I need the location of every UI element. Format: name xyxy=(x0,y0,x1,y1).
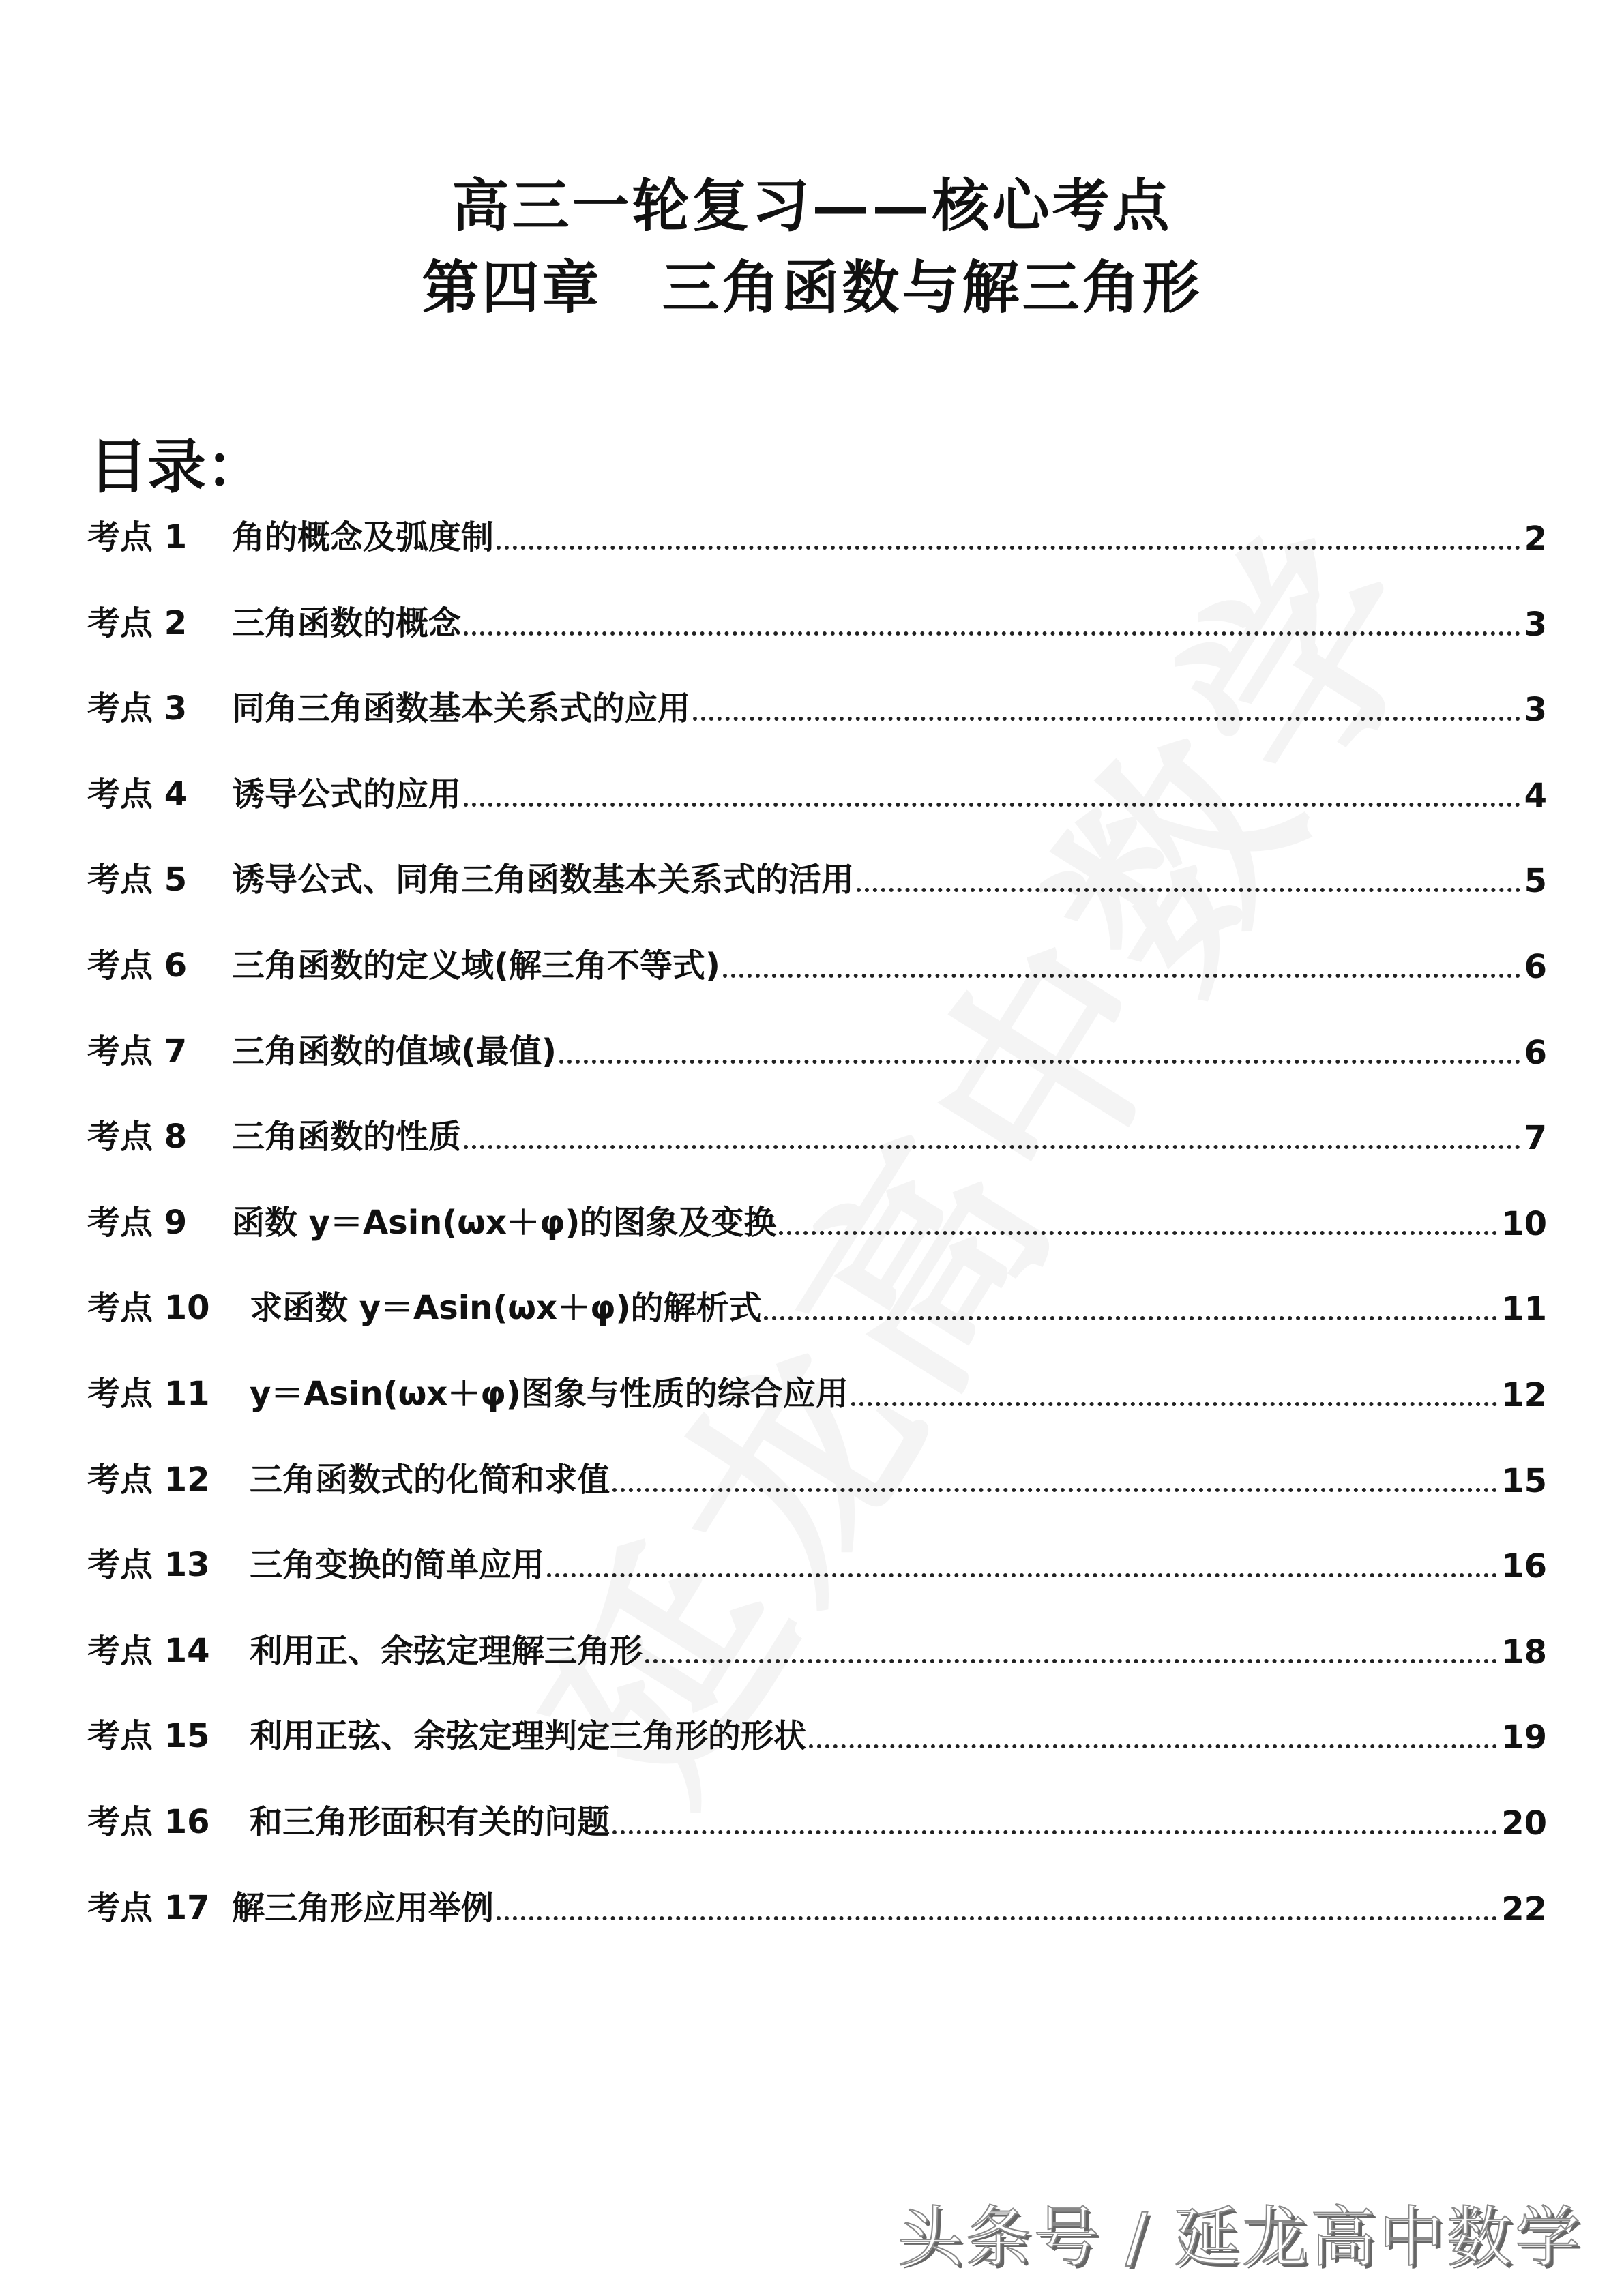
toc-entry-page: 4 xyxy=(1524,776,1547,815)
toc-entry-label: 考点 1 xyxy=(87,518,188,556)
toc-entry[interactable] xyxy=(87,767,1547,815)
toc-entry-label: 考点 11 xyxy=(87,1375,210,1413)
dot-leader xyxy=(779,1231,1497,1235)
toc-entry[interactable] xyxy=(87,1024,1547,1072)
toc-entry-label: 考点 3 xyxy=(87,689,188,728)
toc-entry-label: 考点 7 xyxy=(87,1032,188,1071)
toc-entry-title: 利用正弦、余弦定理判定三角形的形状 xyxy=(250,1717,807,1756)
footer-watermark: 头条号 / 延龙高中数学 xyxy=(897,2199,1583,2276)
toc-entry[interactable] xyxy=(87,1195,1547,1243)
toc-entry-page: 10 xyxy=(1501,1204,1547,1243)
toc-entry[interactable] xyxy=(87,681,1547,729)
toc-entry[interactable] xyxy=(87,1281,1547,1328)
toc-entry[interactable] xyxy=(87,510,1547,558)
toc-entry[interactable] xyxy=(87,596,1547,644)
toc-entry-page: 20 xyxy=(1501,1804,1547,1843)
toc-entry-title: 三角函数的定义域(解三角不等式) xyxy=(232,946,720,985)
toc-entry-title: 函数 y＝Asin(ωx＋φ)的图象及变换 xyxy=(232,1203,777,1242)
toc-entry-page: 11 xyxy=(1501,1290,1547,1329)
dot-leader xyxy=(497,546,1520,550)
dot-leader xyxy=(851,1402,1497,1406)
toc-entry-label: 考点 17 xyxy=(87,1888,210,1927)
toc-entry-title: 三角函数的值域(最值) xyxy=(232,1032,557,1071)
toc-entry-title: 解三角形应用举例 xyxy=(232,1888,494,1927)
toc-entry-title: 诱导公式、同角三角函数基本关系式的活用 xyxy=(232,861,855,899)
toc-entry-label: 考点 9 xyxy=(87,1203,188,1242)
toc-entry-page: 7 xyxy=(1524,1119,1547,1158)
toc-entry-label: 考点 12 xyxy=(87,1460,210,1499)
toc-entry-page: 12 xyxy=(1501,1376,1547,1414)
toc-entry-title: 角的概念及弧度制 xyxy=(232,518,494,556)
toc-entry-page: 6 xyxy=(1524,1033,1547,1072)
toc-entry[interactable] xyxy=(87,1109,1547,1157)
toc-entry[interactable] xyxy=(87,1452,1547,1500)
toc-entry[interactable] xyxy=(87,1538,1547,1585)
toc-entry[interactable] xyxy=(87,1709,1547,1757)
toc-entry-title: 利用正、余弦定理解三角形 xyxy=(250,1631,643,1670)
toc-entry-title: 三角函数的概念 xyxy=(232,603,462,642)
toc-entry-page: 2 xyxy=(1524,520,1547,558)
dot-leader xyxy=(809,1744,1497,1748)
toc-entry-page: 3 xyxy=(1524,605,1547,644)
toc-entry-label: 考点 13 xyxy=(87,1546,210,1585)
toc-entry-title: 同角三角函数基本关系式的应用 xyxy=(232,689,691,728)
dot-leader xyxy=(693,717,1520,721)
toc-entry-page: 19 xyxy=(1501,1718,1547,1757)
toc-entry-title: 三角函数式的化简和求值 xyxy=(250,1460,610,1499)
toc-entry[interactable] xyxy=(87,1367,1547,1414)
toc-entry-page: 18 xyxy=(1501,1632,1547,1671)
toc-entry-label: 考点 15 xyxy=(87,1717,210,1756)
toc-entry[interactable] xyxy=(87,938,1547,986)
toc-entry-label: 考点 4 xyxy=(87,775,188,814)
toc-entry-label: 考点 5 xyxy=(87,861,188,899)
toc-entry-label: 考点 8 xyxy=(87,1118,188,1157)
toc-entry-page: 15 xyxy=(1501,1461,1547,1500)
dot-leader xyxy=(612,1488,1497,1492)
toc-entry-page: 22 xyxy=(1501,1890,1547,1928)
toc-entry-title: 求函数 y＝Asin(ωx＋φ)的解析式 xyxy=(250,1289,762,1328)
toc-entry-title: 三角变换的简单应用 xyxy=(250,1546,545,1585)
dot-leader xyxy=(497,1916,1497,1920)
toc-entry[interactable] xyxy=(87,1881,1547,1928)
dot-leader xyxy=(547,1573,1497,1577)
toc-entry-label: 考点 10 xyxy=(87,1289,210,1328)
toc-entry-title: y＝Asin(ωx＋φ)图象与性质的综合应用 xyxy=(250,1375,848,1413)
toc-entry-page: 5 xyxy=(1524,862,1547,901)
dot-leader xyxy=(857,888,1520,892)
toc-entry-label: 考点 2 xyxy=(87,603,188,642)
toc-entry-page: 6 xyxy=(1524,948,1547,986)
toc-entry-label: 考点 14 xyxy=(87,1631,210,1670)
toc-entry-page: 16 xyxy=(1501,1547,1547,1586)
chapter-title: 第四章 三角函数与解三角形 xyxy=(422,254,1202,321)
toc-entry-label: 考点 6 xyxy=(87,946,188,985)
dot-leader xyxy=(764,1316,1497,1320)
dot-leader xyxy=(612,1830,1497,1834)
document-title: 高三一轮复习——核心考点 xyxy=(452,172,1172,239)
dot-leader xyxy=(464,1145,1520,1149)
toc-entry[interactable] xyxy=(87,1624,1547,1671)
toc-entry-page: 3 xyxy=(1524,691,1547,730)
dot-leader xyxy=(723,974,1520,978)
dot-leader xyxy=(559,1060,1520,1064)
dot-leader xyxy=(464,803,1520,807)
toc-entry-title: 三角函数的性质 xyxy=(232,1118,462,1157)
toc-entry-title: 和三角形面积有关的问题 xyxy=(250,1803,610,1841)
dot-leader xyxy=(464,631,1520,636)
toc-entry-title: 诱导公式的应用 xyxy=(232,775,462,814)
toc-entry[interactable] xyxy=(87,852,1547,900)
toc-entry-label: 考点 16 xyxy=(87,1803,210,1841)
toc-entry[interactable] xyxy=(87,1795,1547,1843)
toc-heading: 目录： xyxy=(89,432,265,501)
dot-leader xyxy=(645,1659,1497,1663)
